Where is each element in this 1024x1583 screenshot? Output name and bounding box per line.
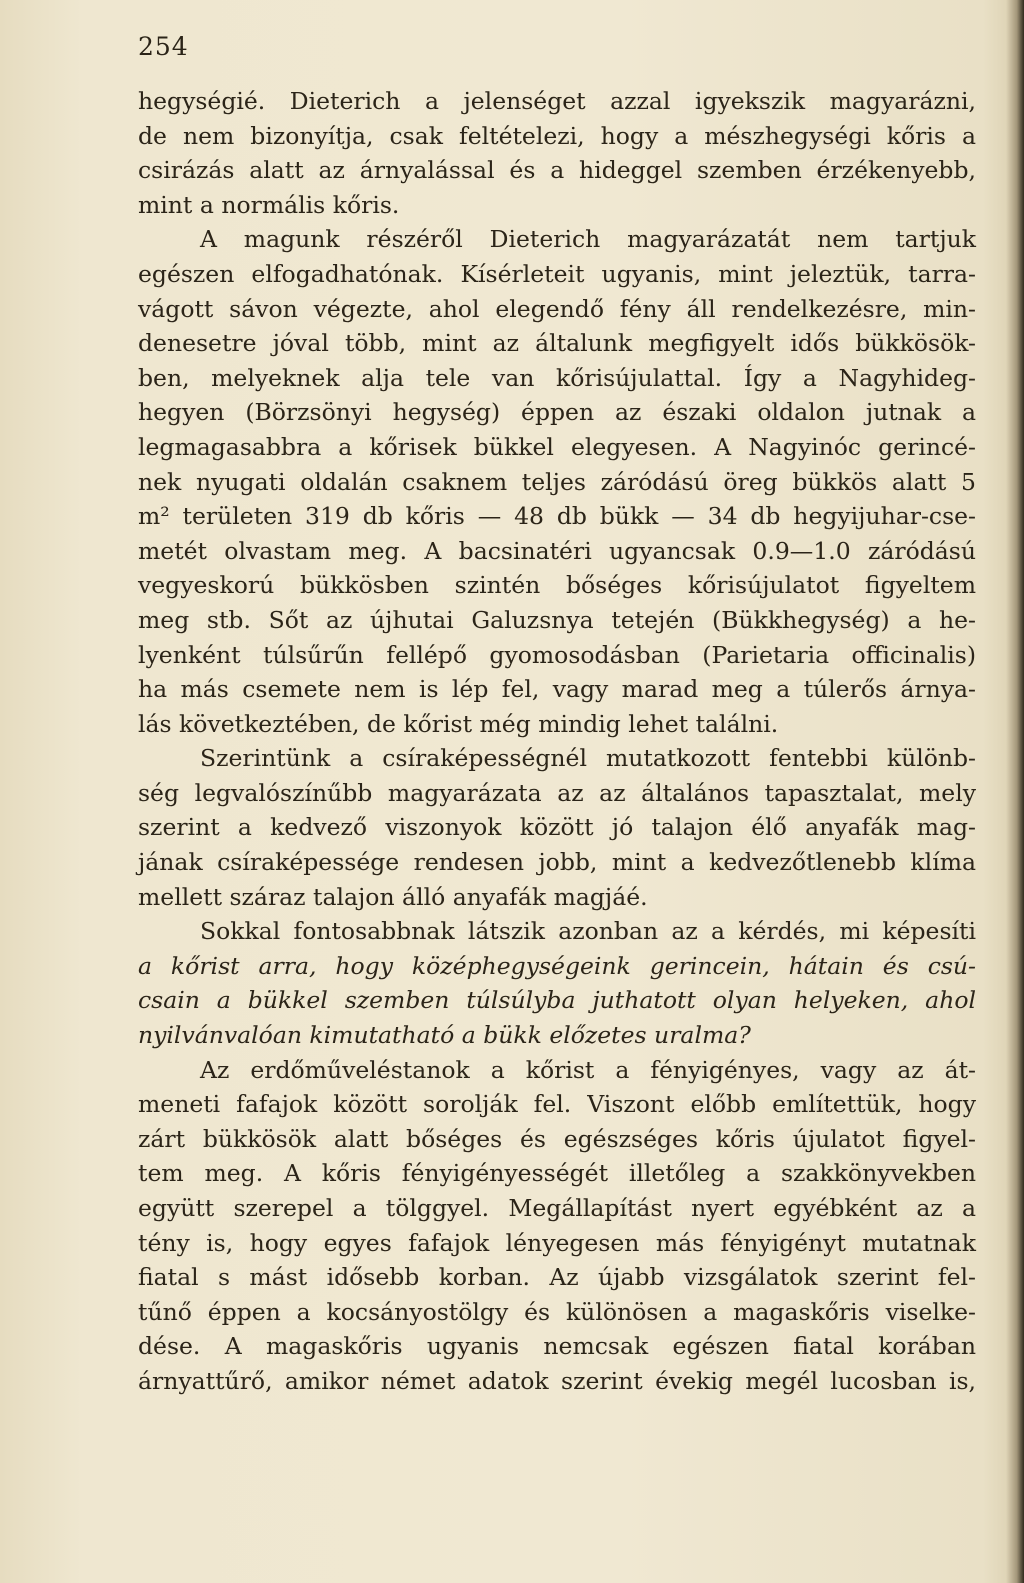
text-line: denesetre jóval több, mint az általunk megfigyelt idős bükkösök- [138, 329, 976, 358]
text-line: hegységié. Dieterich a jelenséget azzal igyekszik magyarázni, [138, 87, 976, 115]
text-line: tem meg. A kőris fényigényességét illetőleg a szakkönyvekben [138, 1159, 976, 1188]
text-line: nyilvánvalóan kimutatható a bükk előzetes uralma? [138, 1021, 751, 1050]
text-line: tény is, hogy egyes fafajok lényegesen más fényigényt mutatnak [138, 1228, 976, 1257]
text-line: meg stb. Sőt az újhutai Galuzsnya tetején (Bükkhegység) a he- [138, 605, 976, 634]
text-line: m² területen 319 db kőris — 48 db bükk — 34 db hegyijuhar-cse- [138, 502, 976, 531]
text-line: Szerintünk a csíraképességnél mutatkozott fentebbi különb- [200, 744, 976, 773]
text-line: lyenként túlsűrűn fellépő gyomosodásban (Parietaria officinalis) [138, 640, 976, 669]
text-line: vágott sávon végezte, ahol elegendő fény áll rendelkezésre, min- [138, 294, 976, 323]
text-line: lás következtében, de kőrist még mindig lehet találni. [138, 709, 779, 738]
page-edge-shadow [1006, 0, 1024, 1583]
text-line: hegyen (Börzsönyi hegység) éppen az északi oldalon jutnak a [138, 398, 976, 427]
text-line: ség legvalószínűbb magyarázata az az általános tapasztalat, mely [138, 778, 976, 807]
text-line: meneti fafajok között sorolják fel. Viszont előbb említettük, hogy [138, 1090, 976, 1119]
text-line: csain a bükkel szemben túlsúlyba juthatott olyan helyeken, ahol [138, 986, 976, 1015]
text-line: A magunk részéről Dieterich magyarázatát nem tartjuk [200, 225, 976, 254]
text-line: tűnő éppen a kocsányostölgy és különösen a magaskőris viselke- [138, 1297, 976, 1326]
page-number: 254 [138, 32, 189, 61]
text-line: mellett száraz talajon álló anyafák magjáé. [138, 882, 648, 911]
text-line: zárt bükkösök alatt bőséges és egészséges kőris újulatot figyel- [138, 1124, 976, 1153]
text-line: egészen elfogadhatónak. Kísérleteit ugyanis, mint jeleztük, tarra- [138, 259, 976, 288]
text-line: dése. A magaskőris ugyanis nemcsak egészen fiatal korában [138, 1332, 976, 1361]
text-line: metét olvastam meg. A bacsinatéri ugyancsak 0.9—1.0 záródású [138, 536, 976, 565]
text-line: Az erdőműveléstanok a kőrist a fényigényes, vagy az át- [200, 1055, 976, 1084]
text-line: árnyattűrő, amikor német adatok szerint évekig megél lucosban is, [138, 1366, 976, 1395]
body-text [138, 84, 976, 1399]
text-line: ben, melyeknek alja tele van kőrisújulattal. Így a Nagyhideg- [138, 363, 976, 392]
text-line: a kőrist arra, hogy középhegységeink gerincein, hátain és csú- [138, 951, 976, 980]
text-line: de nem bizonyítja, csak feltételezi, hogy a mészhegységi kőris a [138, 121, 976, 150]
text-line: ha más csemete nem is lép fel, vagy marad meg a túlerős árnya- [138, 675, 976, 704]
text-line: legmagasabbra a kőrisek bükkel elegyesen. A Nagyinóc gerincé- [138, 432, 976, 461]
text-line: együtt szerepel a tölggyel. Megállapítást nyert egyébként az a [138, 1194, 976, 1222]
text-line: szerint a kedvező viszonyok között jó talajon élő anyafák mag- [138, 813, 976, 842]
text-line: mint a normális kőris. [138, 190, 400, 219]
text-line: jának csíraképessége rendesen jobb, mint a kedvezőtlenebb klíma [138, 848, 976, 877]
text-line: vegyeskorú bükkösben szintén bőséges kőrisújulatot figyeltem [138, 571, 976, 600]
text-line: csirázás alatt az árnyalással és a hideggel szemben érzékenyebb, [138, 156, 976, 185]
text-line: Sokkal fontosabbnak látszik azonban az a kérdés, mi képesíti [200, 917, 976, 946]
text-line: fiatal s mást idősebb korban. Az újabb vizsgálatok szerint fel- [138, 1263, 976, 1292]
text-line: nek nyugati oldalán csaknem teljes záródású öreg bükkös alatt 5 [138, 467, 976, 496]
